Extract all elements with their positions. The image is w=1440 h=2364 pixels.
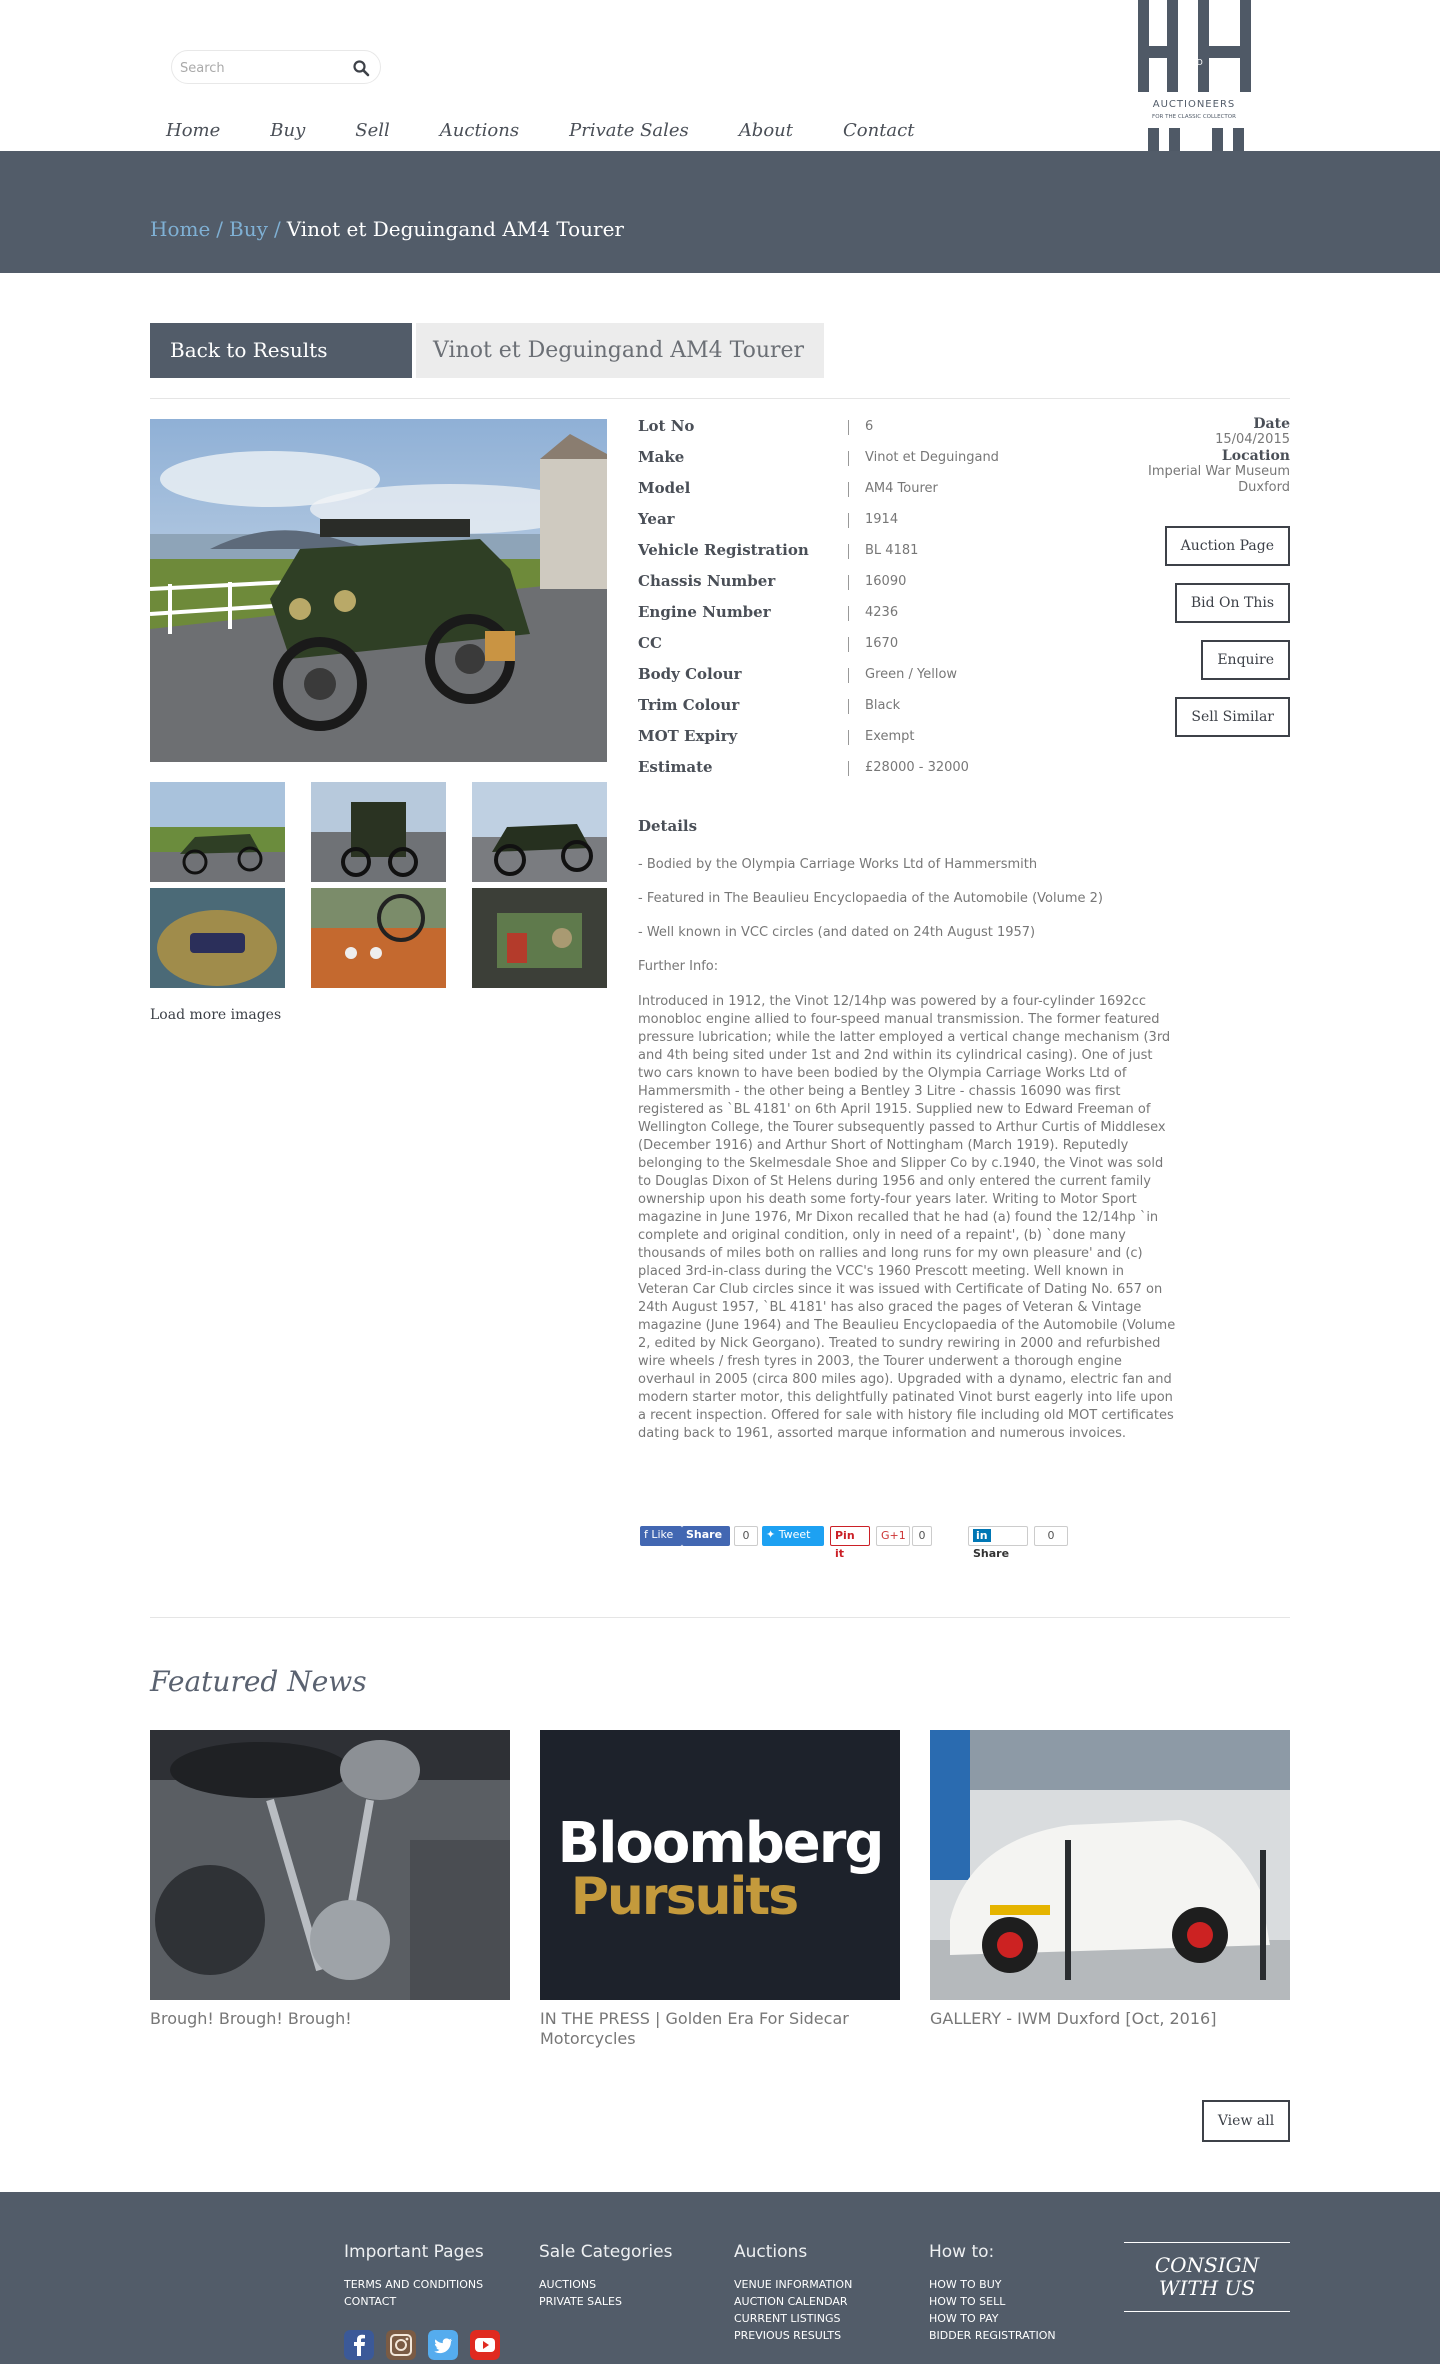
spec-divider: [848, 451, 849, 466]
location-line-2: Duxford: [1238, 480, 1290, 495]
featured-news-heading: Featured News: [150, 1665, 367, 1698]
location-line-1: Imperial War Museum: [1147, 464, 1290, 479]
google-plus-button[interactable]: G+1: [876, 1526, 910, 1546]
footer-link-auctions[interactable]: AUCTIONS: [539, 2278, 597, 2291]
nav-auctions[interactable]: Auctions: [439, 120, 520, 141]
like-label: Like: [651, 1528, 674, 1541]
bid-on-this-button[interactable]: Bid On This: [1175, 583, 1290, 623]
load-more-images-link[interactable]: Load more images: [150, 1007, 282, 1023]
nav-contact[interactable]: Contact: [843, 120, 915, 141]
spec-label: Estimate: [638, 758, 713, 776]
spec-row-engine: [638, 603, 1058, 625]
location-label: Location: [1221, 448, 1290, 464]
spec-row-registration: [638, 541, 1058, 563]
further-info-label: Further Info:: [638, 959, 719, 974]
footer-social-icons: [344, 2330, 512, 2360]
news-card[interactable]: [150, 1730, 510, 2029]
footer-column-title: How to:: [929, 2242, 995, 2262]
spec-value: Green / Yellow: [865, 667, 958, 682]
breadcrumb-separator: /: [216, 217, 224, 241]
spec-divider: [848, 699, 849, 714]
news-image[interactable]: [540, 1730, 900, 2000]
tweet-label: Tweet: [778, 1528, 811, 1541]
spec-label: Vehicle Registration: [638, 541, 809, 559]
details-section: [638, 817, 1178, 1443]
spec-label: Trim Colour: [638, 696, 740, 714]
news-caption[interactable]: IN THE PRESS | Golden Era For Sidecar Motorcycles: [540, 2009, 849, 2048]
footer-link-auction-calendar[interactable]: AUCTION CALENDAR: [734, 2295, 848, 2308]
news-caption[interactable]: Brough! Brough! Brough!: [150, 2009, 352, 2028]
spec-divider: [848, 513, 849, 528]
view-all-news-button[interactable]: View all: [1202, 2100, 1290, 2142]
news-caption[interactable]: GALLERY - IWM Duxford [Oct, 2016]: [930, 2009, 1217, 2028]
news-card[interactable]: [930, 1730, 1290, 2029]
spec-label: Chassis Number: [638, 572, 776, 590]
spec-value: 6: [865, 419, 874, 434]
twitter-icon[interactable]: [428, 2330, 458, 2360]
footer-link-contact[interactable]: CONTACT: [344, 2295, 397, 2308]
thumbnail-image[interactable]: [472, 888, 607, 988]
consign-line-1: CONSIGN: [1154, 2253, 1260, 2277]
spec-label: MOT Expiry: [638, 727, 738, 745]
instagram-icon[interactable]: [386, 2330, 416, 2360]
spec-value: 4236: [865, 605, 899, 620]
detail-bullet: - Featured in The Beaulieu Encyclopaedia of the Automobile (Volume 2): [638, 891, 1103, 906]
spec-value: 1670: [865, 636, 899, 651]
news-card[interactable]: [540, 1730, 900, 2049]
detail-bullet: - Bodied by the Olympia Carriage Works Ltd of Hammersmith: [638, 857, 1038, 872]
sell-similar-button[interactable]: Sell Similar: [1175, 697, 1290, 737]
details-heading: Details: [638, 817, 698, 835]
news-image[interactable]: [930, 1730, 1290, 2000]
footer-link-terms[interactable]: TERMS AND CONDITIONS: [344, 2278, 484, 2291]
footer-column-important-pages: [344, 2242, 484, 2310]
linkedin-share-count: 0: [1034, 1526, 1068, 1546]
spec-divider: [848, 730, 849, 745]
spec-divider: [848, 482, 849, 497]
linkedin-share-button[interactable]: [968, 1526, 1028, 1560]
spec-divider: [848, 575, 849, 590]
search-box: [171, 50, 381, 84]
pursuits-logo-text: Pursuits: [570, 1867, 798, 1927]
thumbnail-image[interactable]: [472, 782, 607, 882]
spec-value: £28000 - 32000: [865, 760, 969, 775]
enquire-button[interactable]: Enquire: [1201, 640, 1290, 680]
spec-value: Exempt: [865, 729, 915, 744]
nav-home[interactable]: Home: [166, 120, 221, 141]
lot-title: Vinot et Deguingand AM4 Tourer: [416, 323, 824, 378]
footer-link-previous-results[interactable]: PREVIOUS RESULTS: [734, 2329, 842, 2342]
logo-name-text: AUCTIONEERS: [1152, 99, 1236, 110]
consign-with-us-button[interactable]: [1124, 2242, 1290, 2312]
spec-row-model: [638, 479, 1058, 501]
spec-label: Engine Number: [638, 603, 771, 621]
footer-link-how-to-buy[interactable]: HOW TO BUY: [929, 2278, 1002, 2291]
breadcrumb-current: Vinot et Deguingand AM4 Tourer: [286, 217, 624, 241]
footer-link-venue-information[interactable]: VENUE INFORMATION: [734, 2278, 853, 2291]
spec-label: Make: [638, 448, 685, 466]
youtube-icon[interactable]: [470, 2330, 500, 2360]
spec-label: CC: [638, 634, 662, 652]
spec-divider: [848, 420, 849, 435]
spec-value: 1914: [865, 512, 899, 527]
site-header: [0, 0, 1440, 151]
facebook-share-count: 0: [734, 1526, 758, 1546]
spec-label: Body Colour: [638, 665, 742, 683]
thumbnail-image[interactable]: [150, 782, 285, 882]
bloomberg-logo-text: Bloomberg: [557, 1811, 883, 1876]
spec-label: Year: [638, 510, 675, 528]
nav-private-sales[interactable]: Private Sales: [569, 120, 689, 141]
spec-row-make: [638, 448, 1058, 470]
date-label: Date: [1253, 416, 1290, 432]
search-icon[interactable]: [352, 59, 370, 77]
divider: [150, 398, 1290, 399]
spec-row-estimate: [638, 758, 1058, 780]
spec-label: Lot No: [638, 417, 695, 435]
breadcrumb: [150, 217, 624, 241]
consign-line-2: WITH US: [1158, 2276, 1256, 2300]
facebook-like-button[interactable]: [640, 1526, 682, 1546]
nav-buy[interactable]: Buy: [270, 120, 306, 141]
spec-value: Vinot et Deguingand: [865, 450, 999, 465]
footer-column-title: Important Pages: [344, 2242, 484, 2262]
logo-and-text: AND: [1185, 58, 1203, 67]
spec-label: Model: [638, 479, 691, 497]
spec-value: AM4 Tourer: [865, 481, 938, 496]
spec-value: Black: [865, 698, 901, 713]
spec-divider: [848, 761, 849, 776]
facebook-icon: f: [644, 1528, 652, 1541]
tweet-button[interactable]: [762, 1526, 824, 1546]
nav-about[interactable]: About: [738, 120, 793, 141]
breadcrumb-home[interactable]: Home: [150, 217, 211, 241]
spec-divider: [848, 606, 849, 621]
spec-divider: [848, 544, 849, 559]
nav-sell[interactable]: Sell: [355, 120, 390, 141]
auction-date: 15/04/2015: [1215, 432, 1290, 447]
pinterest-pin-button[interactable]: Pin it: [830, 1526, 870, 1546]
footer-link-current-listings[interactable]: CURRENT LISTINGS: [734, 2312, 841, 2325]
facebook-share-button[interactable]: Share: [682, 1526, 730, 1546]
main-car-photo[interactable]: [150, 419, 607, 762]
divider: [150, 1617, 1290, 1618]
facebook-icon[interactable]: [344, 2330, 374, 2360]
detail-bullet: - Well known in VCC circles (and dated on 24th August 1957): [638, 925, 1036, 940]
footer-link-private-sales[interactable]: PRIVATE SALES: [539, 2295, 622, 2308]
thumbnail-image[interactable]: [150, 888, 285, 988]
spec-divider: [848, 668, 849, 683]
thumbnail-image[interactable]: [311, 888, 446, 988]
auction-meta: [1148, 416, 1290, 496]
spec-row-trim-colour: [638, 696, 1058, 718]
footer-link-how-to-pay[interactable]: HOW TO PAY: [929, 2312, 999, 2325]
footer-column-auctions: [734, 2242, 852, 2344]
spec-value: 16090: [865, 574, 907, 589]
footer-column-how-to: [929, 2242, 1056, 2344]
footer-column-title: Sale Categories: [539, 2242, 673, 2262]
twitter-icon: ✦: [766, 1528, 779, 1541]
logo-tagline-text: FOR THE CLASSIC COLLECTOR: [1152, 114, 1236, 120]
page-banner: [0, 151, 1440, 273]
google-plus-count: 0: [912, 1526, 932, 1546]
breadcrumb-buy[interactable]: Buy: [229, 217, 268, 241]
spec-value: BL 4181: [865, 543, 919, 558]
spec-row-lot-no: [638, 417, 1058, 439]
back-to-results-button[interactable]: Back to Results: [150, 323, 412, 378]
footer-column-title: Auctions: [734, 2242, 808, 2262]
spec-row-body-colour: [638, 665, 1058, 687]
thumbnail-image[interactable]: [311, 782, 446, 882]
footer-link-how-to-sell[interactable]: HOW TO SELL: [929, 2295, 1006, 2308]
footer-column-sale-categories: [539, 2242, 672, 2310]
search-input[interactable]: [180, 57, 340, 79]
breadcrumb-separator: /: [273, 217, 281, 241]
auction-page-button[interactable]: Auction Page: [1165, 526, 1290, 566]
linkedin-icon: in: [973, 1529, 991, 1542]
site-footer: [0, 2192, 1440, 2364]
spec-row-mot-expiry: [638, 727, 1058, 749]
hh-logo[interactable]: [1136, 0, 1256, 151]
footer-link-bidder-registration[interactable]: BIDDER REGISTRATION: [929, 2329, 1056, 2342]
vehicle-description: Introduced in 1912, the Vinot 12/14hp was powered by a four-cylinder 1692cc monobloc engine allied to four-speed manual transmission. The former featured pressure lubrication; while the latter employed a vertical change mechanism (3rd and 4th being sited under 1st and 2nd within its cylindrical casing). One of just two cars known to have been bodied by the Olympia Carriage Works Ltd of Hammersmith - the other being a Bentley 3 Litre - chassis 16090 was first registered as `BL 4181' on 6th April 1915. Supplied new to Edward Freeman of Wellington College, the Tourer subsequently passed to Arthur Curtis of Middlesex (December 1916) and Arthur Short of Nottingham (March 1919). Reputedly belonging to the Skelmesdale Shoe and Slipper Co by c.1940, the Vinot was sold to Douglas Dixon of St Helens during 1956 and only entered the current family ownership upon his death some forty-four years later. Writing to Motor Sport magazine in June 1976, Mr Dixon recalled that he had (a) found the 12/14hp `in complete and original condition, only in need of a repaint', (b) `done many thousands of miles both on rallies and long runs for my own pleasure' and (c) placed 3rd-in-class during the VCC's 1960 Prescott meeting. Well known in Veteran Car Club circles since it was issued with Certificate of Dating No. 657 on 24th August 1957, `BL 4181' has also graced the pages of Veteran & Vintage magazine (June 1964) and The Beaulieu Encyclopaedia of the Automobile (Volume 2, edited by Nick Georgano). Treated to sundry rewiring in 2000 and refurbished wire wheels / fresh tyres in 2003, the Tourer underwent a thorough engine overhaul in 2005 (circa 800 miles ago). Upgraded with a dynamo, electric fan and modern starter motor, this delightfully patinated Vinot burst eagerly into life upon a recent inspection. Offered for sale with history file including old MOT certificates dating back to 1961, assorted marque information and numerous invoices.: [638, 994, 1176, 1441]
spec-divider: [848, 637, 849, 652]
news-image[interactable]: [150, 1730, 510, 2000]
spec-row-chassis: [638, 572, 1058, 594]
social-share-bar: [640, 1526, 1080, 1560]
linkedin-share-label: Share: [973, 1547, 1010, 1560]
spec-row-cc: [638, 634, 1058, 656]
main-nav: [166, 120, 964, 141]
spec-row-year: [638, 510, 1058, 532]
